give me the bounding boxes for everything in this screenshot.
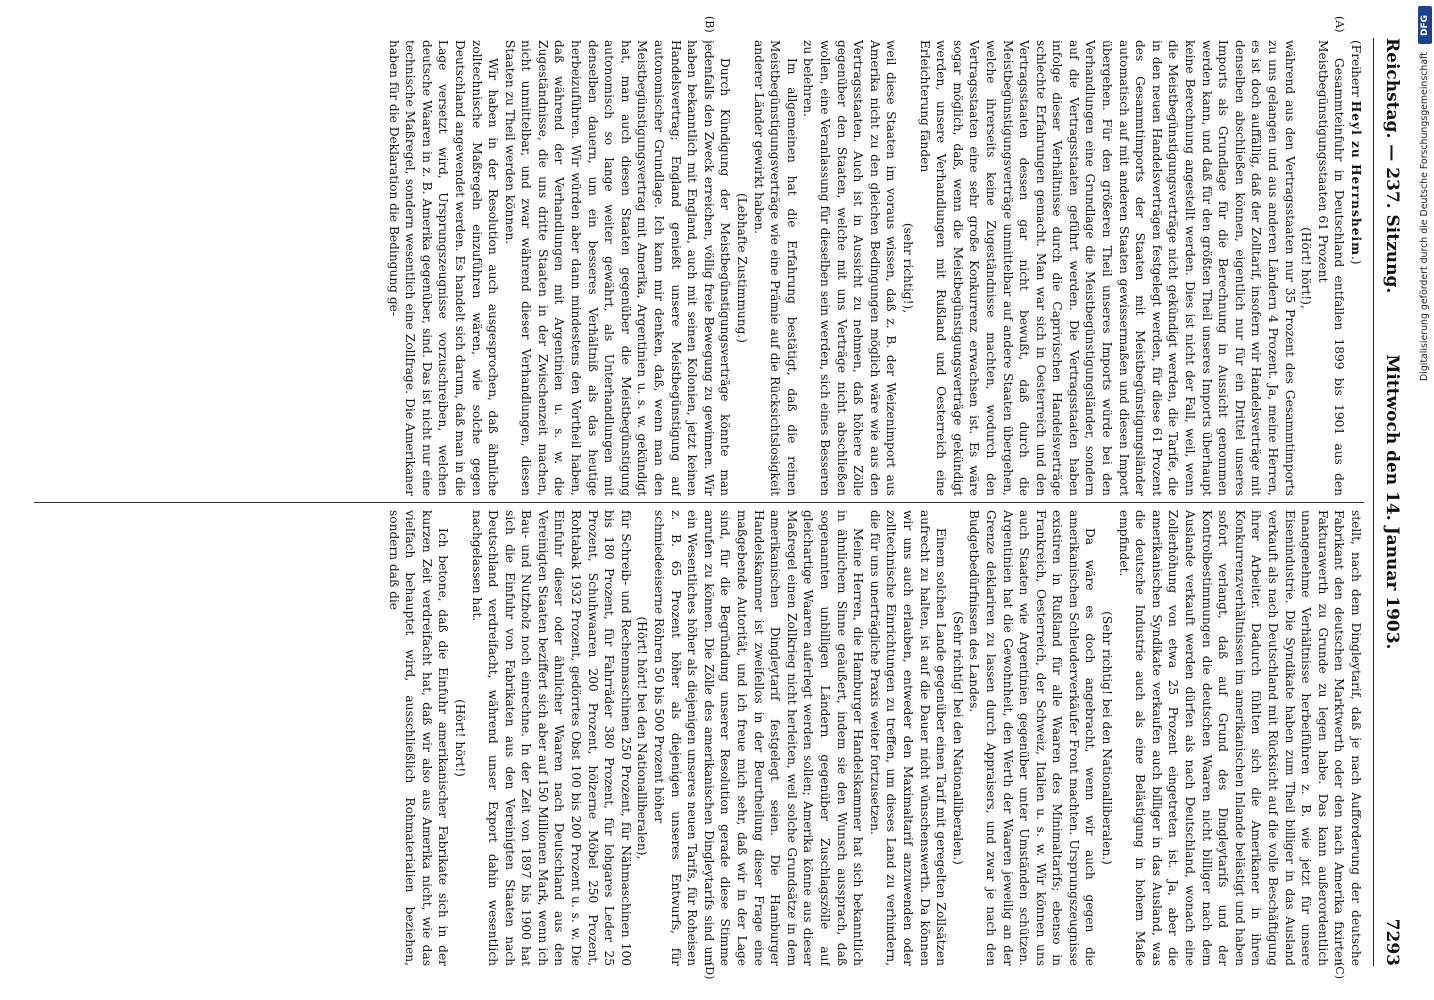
speaker-name: Heyl zu Herrnsheim bbox=[1349, 100, 1363, 256]
paragraph: Wir haben in der Resolution auch ausgesprochen, daß ähnliche zolltechnische Maßregeln einzuführen wären, wie solche gegen Deutschland angewendet werden. Es handelt sich darum, daß man in die Lage versetzt wird, Ursprungszeugnisse vorzuschreiben, welchen deutsche Waaren in z. B. Amerika gegenüber, sind. Das ist nicht nur eine technische Maßregel, sondern wesentlich eine Zollfrage. Die Amerikaner haben für die Deklaration die Bedingung ge- bbox=[386, 40, 501, 496]
dfg-logo bbox=[1418, 6, 1432, 44]
speaker-suffix: .) bbox=[1349, 255, 1363, 265]
interjection: (Hört! hört!), bbox=[1299, 227, 1314, 309]
interjection: (Sehr richtig! bei den Nationalliberalen.) bbox=[1100, 611, 1115, 865]
digitization-sidebar bbox=[1416, 0, 1434, 1000]
paragraph: Da wäre es doch angebracht, wenn wir auch gegen die amerikanischen Schleuderverkäufer Front machten. Ursprungszeugnisse existiren in Rußland für alle Waaren des Minimaltarifs; ebenso in Frankreich, Oesterreich, der Schweiz, Italien u. s. w. Wir können uns auch Staaten wie Argentinien gegenüber unter Umständen schützen. Argentinien hat die Gewohnheit, den Werth der Waaren jeweilig an der Grenze deklariren zu lassen durch Appraisers, und zwar je nach den Budgetbedürfnissen des Landes. bbox=[967, 510, 1098, 966]
document-page bbox=[18, 18, 1416, 986]
interjection: (Hört! hört! bei den Nationalliberalen), bbox=[635, 616, 650, 860]
margin-mark-a: (A) bbox=[1333, 16, 1346, 33]
page-header bbox=[1372, 38, 1402, 966]
paragraph: Einem solchen Lande gegenüber einen Tarif mit geregelten Zollsätzen aufrecht zu halten, ist auf die Dauer nicht wünschenswerth. Da können wir uns auch erlauben, entweder den Maximaltarif anzuwenden oder zolltechnische Einrichtungen zu treffen, um dieses Land zu verhindern, die für uns unerträgliche Praxis weiter fortzusetzen. bbox=[867, 510, 949, 966]
margin-mark-c: (C) bbox=[1333, 962, 1346, 979]
interjection: (Sehr richtig! bei den Nationalliberalen.) bbox=[950, 611, 965, 865]
margin-mark-b: (B) bbox=[703, 16, 716, 33]
left-column bbox=[34, 40, 1364, 496]
header-session: Reichstag. — 237. Sitzung. bbox=[1382, 38, 1402, 294]
dfg-logo-text: DFG bbox=[1420, 14, 1430, 36]
header-page-number: 7293 bbox=[1382, 918, 1402, 966]
right-column bbox=[34, 510, 1364, 966]
paragraph: Meine Herren, die Hamburger Handelskammer hat sich bekanntlich in ähnlichem Sinne geäußert, indem sie den Wunsch aussprach, daß sogenannten unbilligen Ländern gegenüber Zuschlagszölle auf gleichartige Waaren auferlegt werden sollen; Amerika könne aus dieser Maßregel einen Zollkrieg nicht herleiten, weil solche Grundsätze in dem amerikanischen Dingleytarif festgelegt seien. Die Hamburger Handelskammer ist zweifellos in der Beurtheilung dieser Frage eine maßgebende Autorität, und ich freue mich sehr, daß wir in der Lage sind, für die Begründung unserer Resolution gerade diese Stimme anrufen zu können. Die Zölle des amerikanischen Dingleytarifs sind um ein Wesentliches höher als diejenigen unseres neuen Tarifs, für Roheisen z. B. 65 Prozent höher als diejenigen unseres Entwurfs, für schmiedeeiserne Röhren 50 bis 500 Prozent höher bbox=[652, 510, 866, 966]
interjection: (Hört! hört!) bbox=[452, 699, 467, 777]
column-divider bbox=[34, 502, 1364, 503]
interjection: (Lebhafte Zustimmung.) bbox=[735, 192, 750, 344]
margin-mark-d: (D) bbox=[703, 962, 716, 980]
paragraph: weil diese Staaten im voraus wissen, daß z. B. der Weizenimport aus Amerika nicht zu den gleichen Bedingungen möglich wäre wie aus den Vertragsstaaten. Auch ist in Aussicht zu nehmen, daß höhere Zölle gegenüber den Staaten, welche mit uns Verträge nicht abschließen wollen, eine Veranlassung für dieselben sein werden, sich eines Besseren zu belehren. bbox=[801, 40, 899, 496]
interjection: (sehr richtig!), bbox=[900, 222, 915, 314]
paragraph: stellt, nach dem Dingleytarif, daß je nach Aufforderung der deutsche Fabrikant den deutschen Marktwerth oder den nach Amerika fixirten Fakturawerth zu Grunde zu legen habe. Das kann außerordentlich unangenehme Verhältnisse herbeiführen z. B. wie jetzt für unsere Eisenindustrie. Die Syndikate haben zum Theil billiger in das Ausland verkauft als nach Deutschland mit Rücksicht auf die volle Beschäftigung ihrer Arbeiter. Dadurch fühlten sich die Amerikaner in ihren Konkurrenzverhältnissen im amerikanischen Inlande belästigt und haben sofort verlangt, daß auf Grund des Dingleytarifs und der Kontrolbestimmungen die deutschen Waaren nicht billiger nach dem Auslande verkauft werden dürfen als nach Deutschland, wonach eine Zollerhöhung von etwa 25 Prozent eingetreten ist. Ja, aber die amerikanischen Syndikate verkaufen auch billiger in das Ausland, was die deutsche Industrie auch als eine Belästigung in hohem Maße empfindet. bbox=[1116, 510, 1363, 966]
speaker-prefix: (Freiherr bbox=[1349, 40, 1363, 101]
speaker-line bbox=[1347, 40, 1364, 496]
paragraph: Ich betone, daß die Einfuhr amerikanischer Fabrikate sich in der kurzen Zeit verdreifacht hat, daß wir also aus Amerika nicht, wie das vielfach behauptet wird, ausschließlich Rohmaterialien beziehen, sondern daß die bbox=[386, 510, 451, 966]
paragraph: während aus den Vertragsstaaten nur 35 Prozent des Gesammtimports zu uns gelangen und aus anderen Ländern 4 Prozent. Ja, meine Herren, es ist doch auffällig, daß der Zolltarif, insofern wir Handelsverträge mit denselben abschließen können, eigentlich nur für ein Drittel unseres Imports als Grundlage für die Berechnung in Aussicht genommen werden kann, und daß für den größten Theil unseres Imports überhaupt keine Berechnung angestellt werden. Dies ist nicht der Fall, weil, wenn die Meistbegünstigungsverträge nicht gekündigt werden, die Tarife, die in den neuen Handelsverträgen festgelegt werden, für diese 61 Prozent des Gesammtimports der Staaten mit Meistbegünstigungsländer automatisch auf mit anderen Staaten gewissermaßen und diesen Import übergehen. Für den größeren Theil unseres Imports würde bei den Verhandlungen eine Grundlage die Meistbegünstigungsländer, sondern auf die Vertragsstaaten geführt werden. Die Vertragsstaaten haben infolge dieser Verhältnisse durch die Caprivischen Handelsverträge schlechte Erfahrungen gemacht. Man war sich in Oesterreich und den Vertragsstaaten dessen gar nicht bewußt, daß durch die Meistbegünstigungsverträge unmittelbar auf andere Staaten übergehen, welche ihrerseits keine Zugeständnisse machten, wodurch den Vertragsstaaten eine sehr große Konkurrenz erwachsen ist. Es wäre sogar möglich, daß, wenn die Meistbegünstigungsverträge gekündigt werden, unsere Verhandlungen mit Rußland und Oesterreich eine Erleichterung fänden bbox=[917, 40, 1297, 496]
header-rule bbox=[1373, 38, 1374, 966]
paragraph: Im allgemeinen hat die Erfahrung bestätigt, daß die reinen Meistbegünstigungsverträge wie eine Prämie auf die Rücksichtslosigkeit anderer Länder gewirkt haben. bbox=[751, 40, 799, 496]
paragraph: Durch Kündigung der Meistbegünstigungsverträge könnte man jedenfalls den Zweck erreichen, völlig freie Bewegung zu gewinnen. Wir haben bekanntlich mit England, auch mit seinen Kolonien, jetzt keinen Handelsvertrag; England genießt unsere Meistbegünstigung auf autonomischer Grundlage. Ich kann mir denken, daß, wenn man den Meistbegünstigungsvertrag mit Amerika, Argentinien u. s. w. gekündigt hat, man auch diesen Staaten gegenüber die Meistbegünstigung autonomisch so lange weiter gewährt, als Unterhandlungen mit denselben dauern, um ein besseres Verhältniß als das heutige herbeizuführen. Wir würden aber dann mindestens den Vortheil haben, daß während der Verhandlungen mit Argentinien u. s. w. die Zugeständnisse, die uns dritte Staaten in der Zwischenzeit machen, nicht unmittelbar, und zwar während dieser Verhandlungen, diesen Staaten zu Theil werden können. bbox=[502, 40, 733, 496]
digitization-credit: Digitalisierung gefördert durch die Deutsche Forschungsgemeinschaft bbox=[1419, 52, 1430, 381]
header-date: Mittwoch den 14. Januar 1903. bbox=[1382, 354, 1402, 650]
paragraph: für Schreib- und Rechenmaschinen 250 Prozent, für Nähmaschinen 100 bis 180 Prozent, für Fahrräder 380 Prozent, für lohgares Leder 25 Prozent, Schuhwaaren 200 Prozent, hölzerne Möbel 250 Prozent, Rohtabak 1932 Prozent, gedörrtes Obst 100 bis 200 Prozent u. s. w. Die Einfuhr dieser oder ähnlicher Waaren nach Deutschland aus den Vereinigten Staaten beziffert sich aber auf 150 Millionen Mark, wenn ich Bau- und Nutzholz noch einrechne. In der Zeit von 1897 bis 1900 hat sich die Einfuhr von Fabrikaten aus den Vereinigten Staaten nach Deutschland verdreifacht, während unser Export dahin wesentlich nachgelassen hat. bbox=[469, 510, 633, 966]
paragraph: Gesammteinfuhr in Deutschland entfallen 1899 bis 1901 aus den Meistbegünstigungsstaaten 61 Prozent bbox=[1315, 40, 1347, 496]
